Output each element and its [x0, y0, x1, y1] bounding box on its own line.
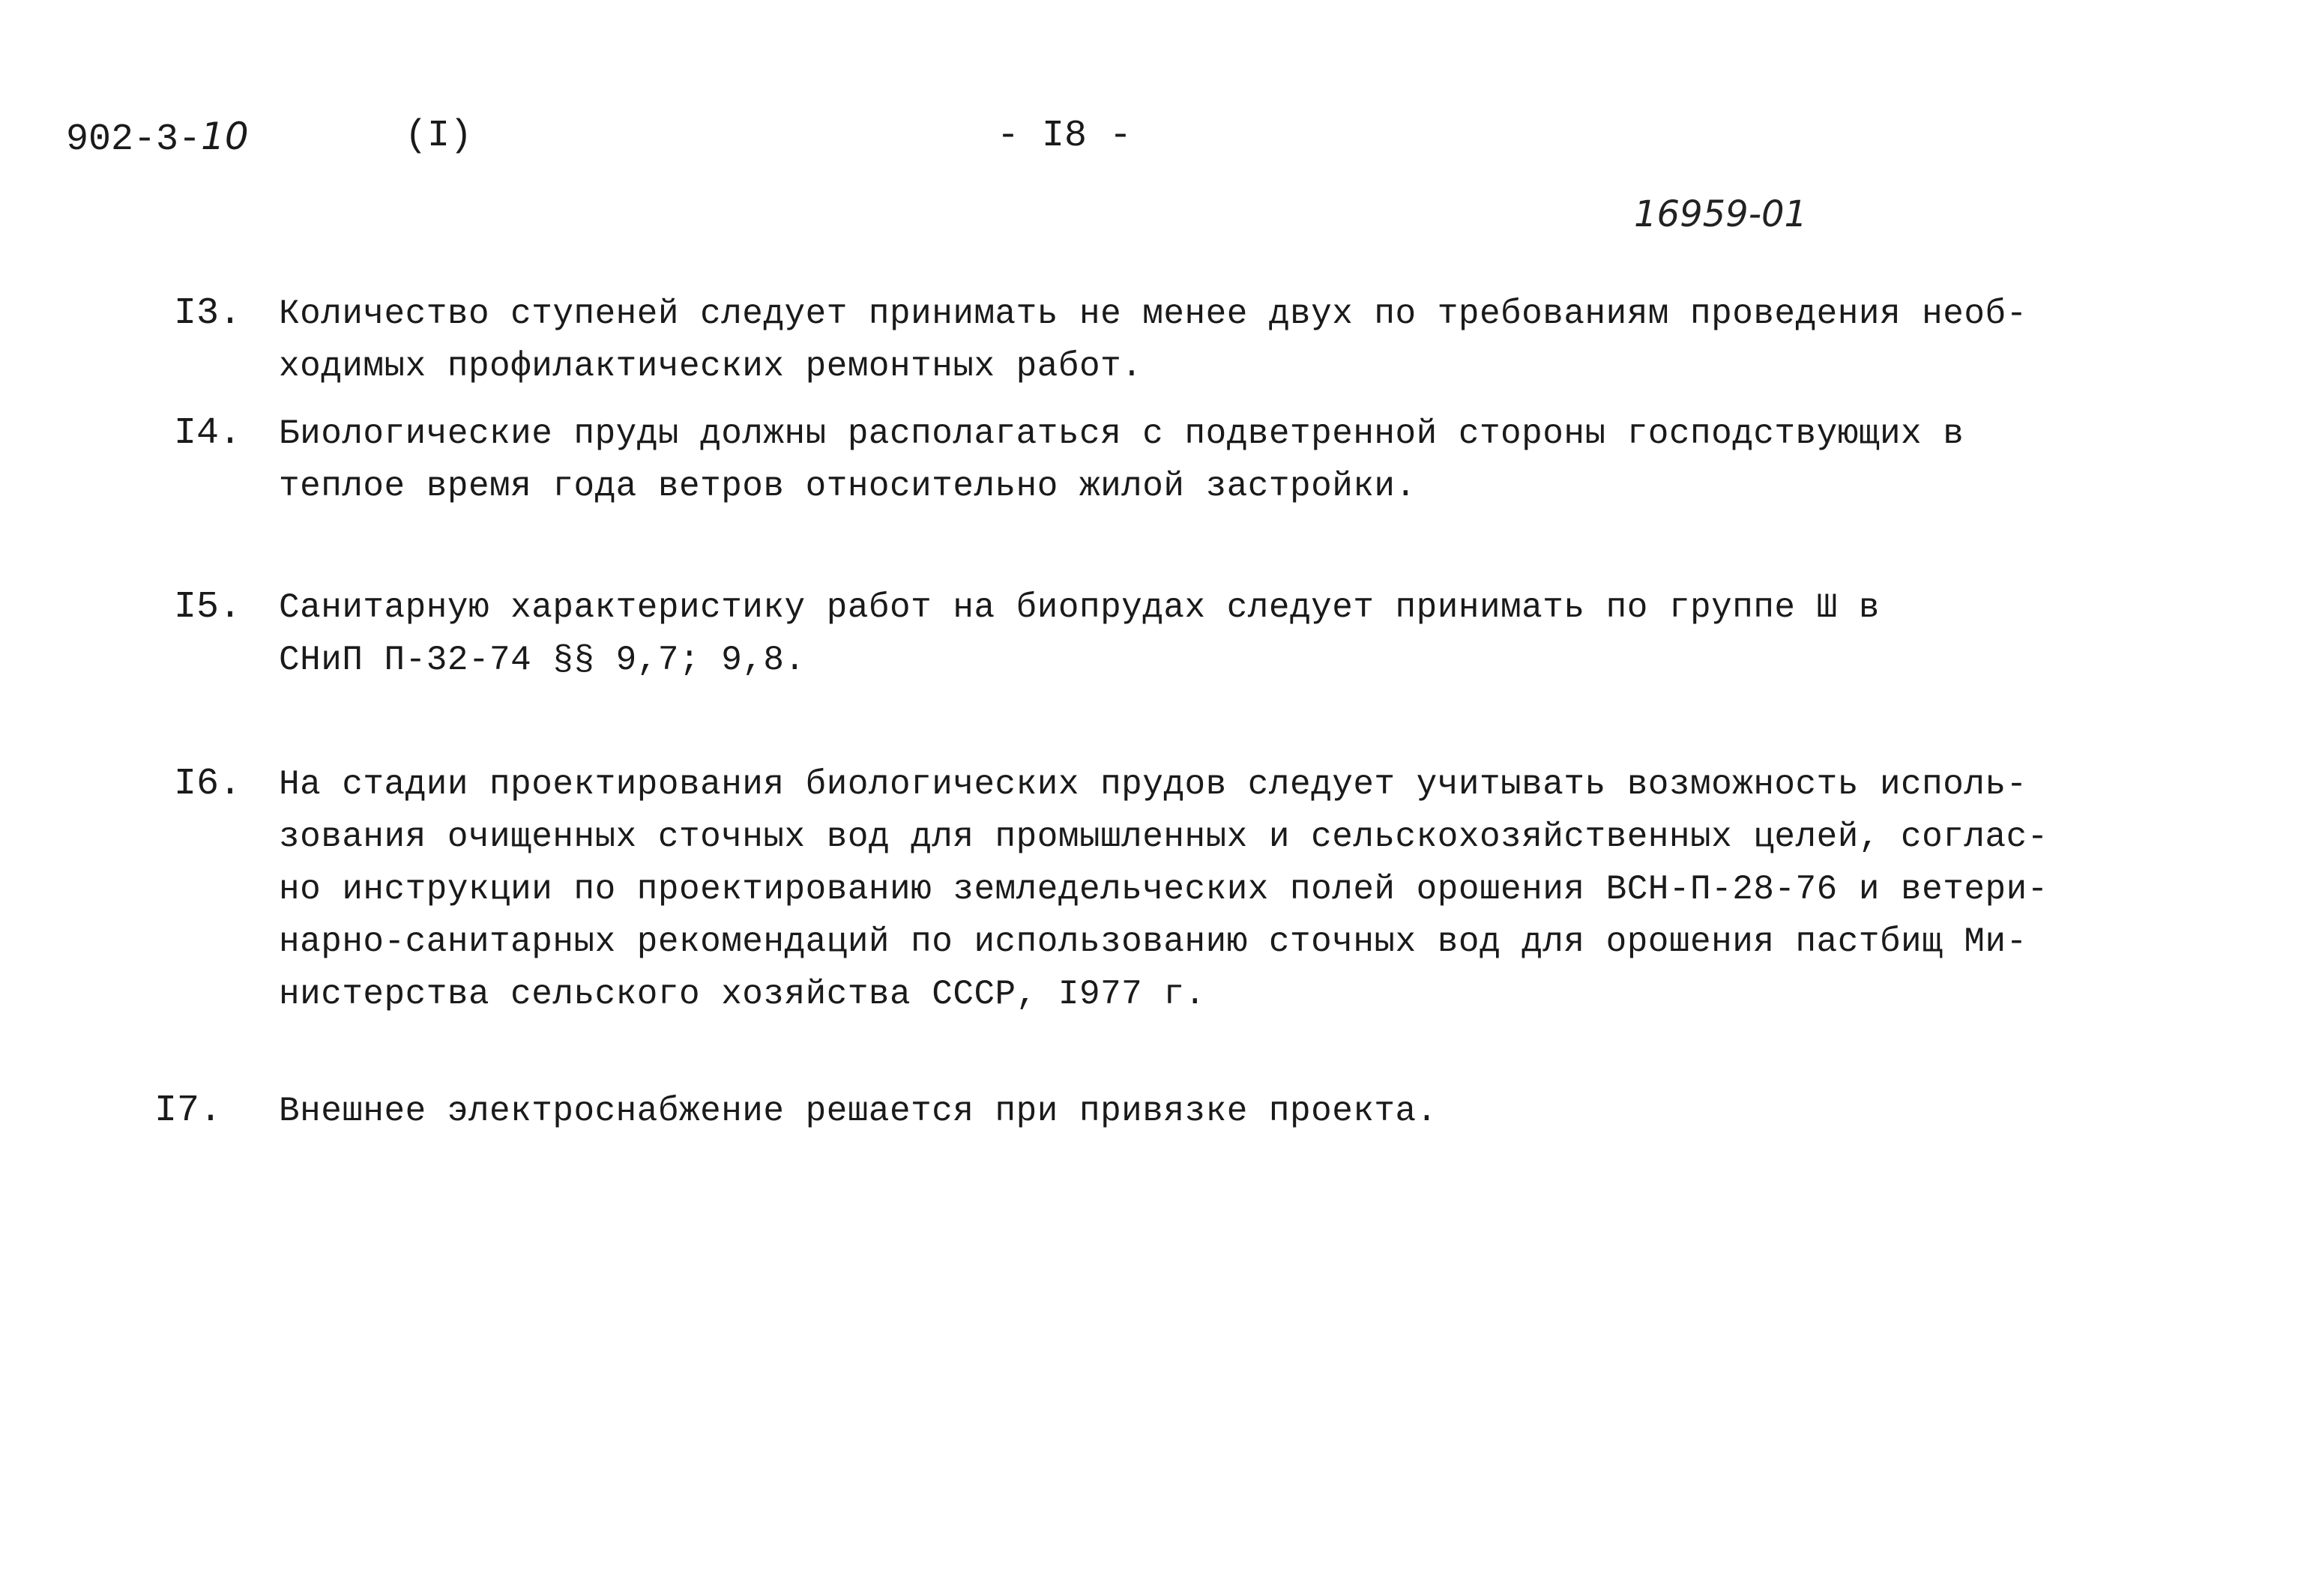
item-text-line: СНиП П-32-74 §§ 9,7; 9,8.: [279, 641, 806, 680]
item-text-line: На стадии проектирования биологических прудов следует учитывать возможность исполь-: [279, 765, 2027, 804]
item-text: [279, 288, 2093, 393]
item-text-line: Санитарную характеристику работ на биопрудах следует принимать по группе Ш в: [279, 588, 1880, 627]
item-text-line: нистерства сельского хозяйства СССР, I977 г.: [279, 975, 1206, 1014]
item-number: I3.: [174, 292, 242, 335]
item-text: [279, 408, 2093, 513]
page-number: - I8 -: [997, 115, 1133, 157]
document-code-handwritten-suffix: 10: [201, 115, 249, 158]
item-number: I7.: [154, 1089, 223, 1132]
item-text-line: Количество ступеней следует принимать не менее двух по требованиям проведения необ-: [279, 294, 2027, 333]
item-text-line: нарно-санитарных рекомендаций по использованию сточных вод для орошения пастбищ Ми-: [279, 922, 2027, 961]
item-number: I6.: [174, 763, 242, 805]
document-code-prefix: 902-3-: [66, 118, 202, 161]
album-number-handwritten: 16959-01: [1634, 193, 1808, 235]
item-text-line: зования очищенных сточных вод для промышленных и сельскохозяйственных целей, соглас-: [279, 817, 2048, 856]
document-code: [66, 114, 249, 163]
item-text-line: но инструкции по проектированию земледельческих полей орошения ВСН-П-28-76 и ветери-: [279, 870, 2048, 909]
item-number: I4.: [174, 412, 242, 455]
item-text-line: ходимых профилактических ремонтных работ.: [279, 347, 1143, 386]
item-text-line: Внешнее электроснабжение решается при привязке проекта.: [279, 1092, 1438, 1131]
item-text-line: теплое время года ветров относительно жилой застройки.: [279, 467, 1417, 506]
part-number: (I): [405, 115, 473, 157]
item-text-line: Биологические пруды должны располагаться с подветренной стороны господствующих в: [279, 414, 1964, 453]
item-text: [279, 581, 2093, 686]
item-text: [279, 1085, 2093, 1137]
item-number: I5.: [174, 586, 242, 629]
item-text: [279, 758, 2093, 1021]
